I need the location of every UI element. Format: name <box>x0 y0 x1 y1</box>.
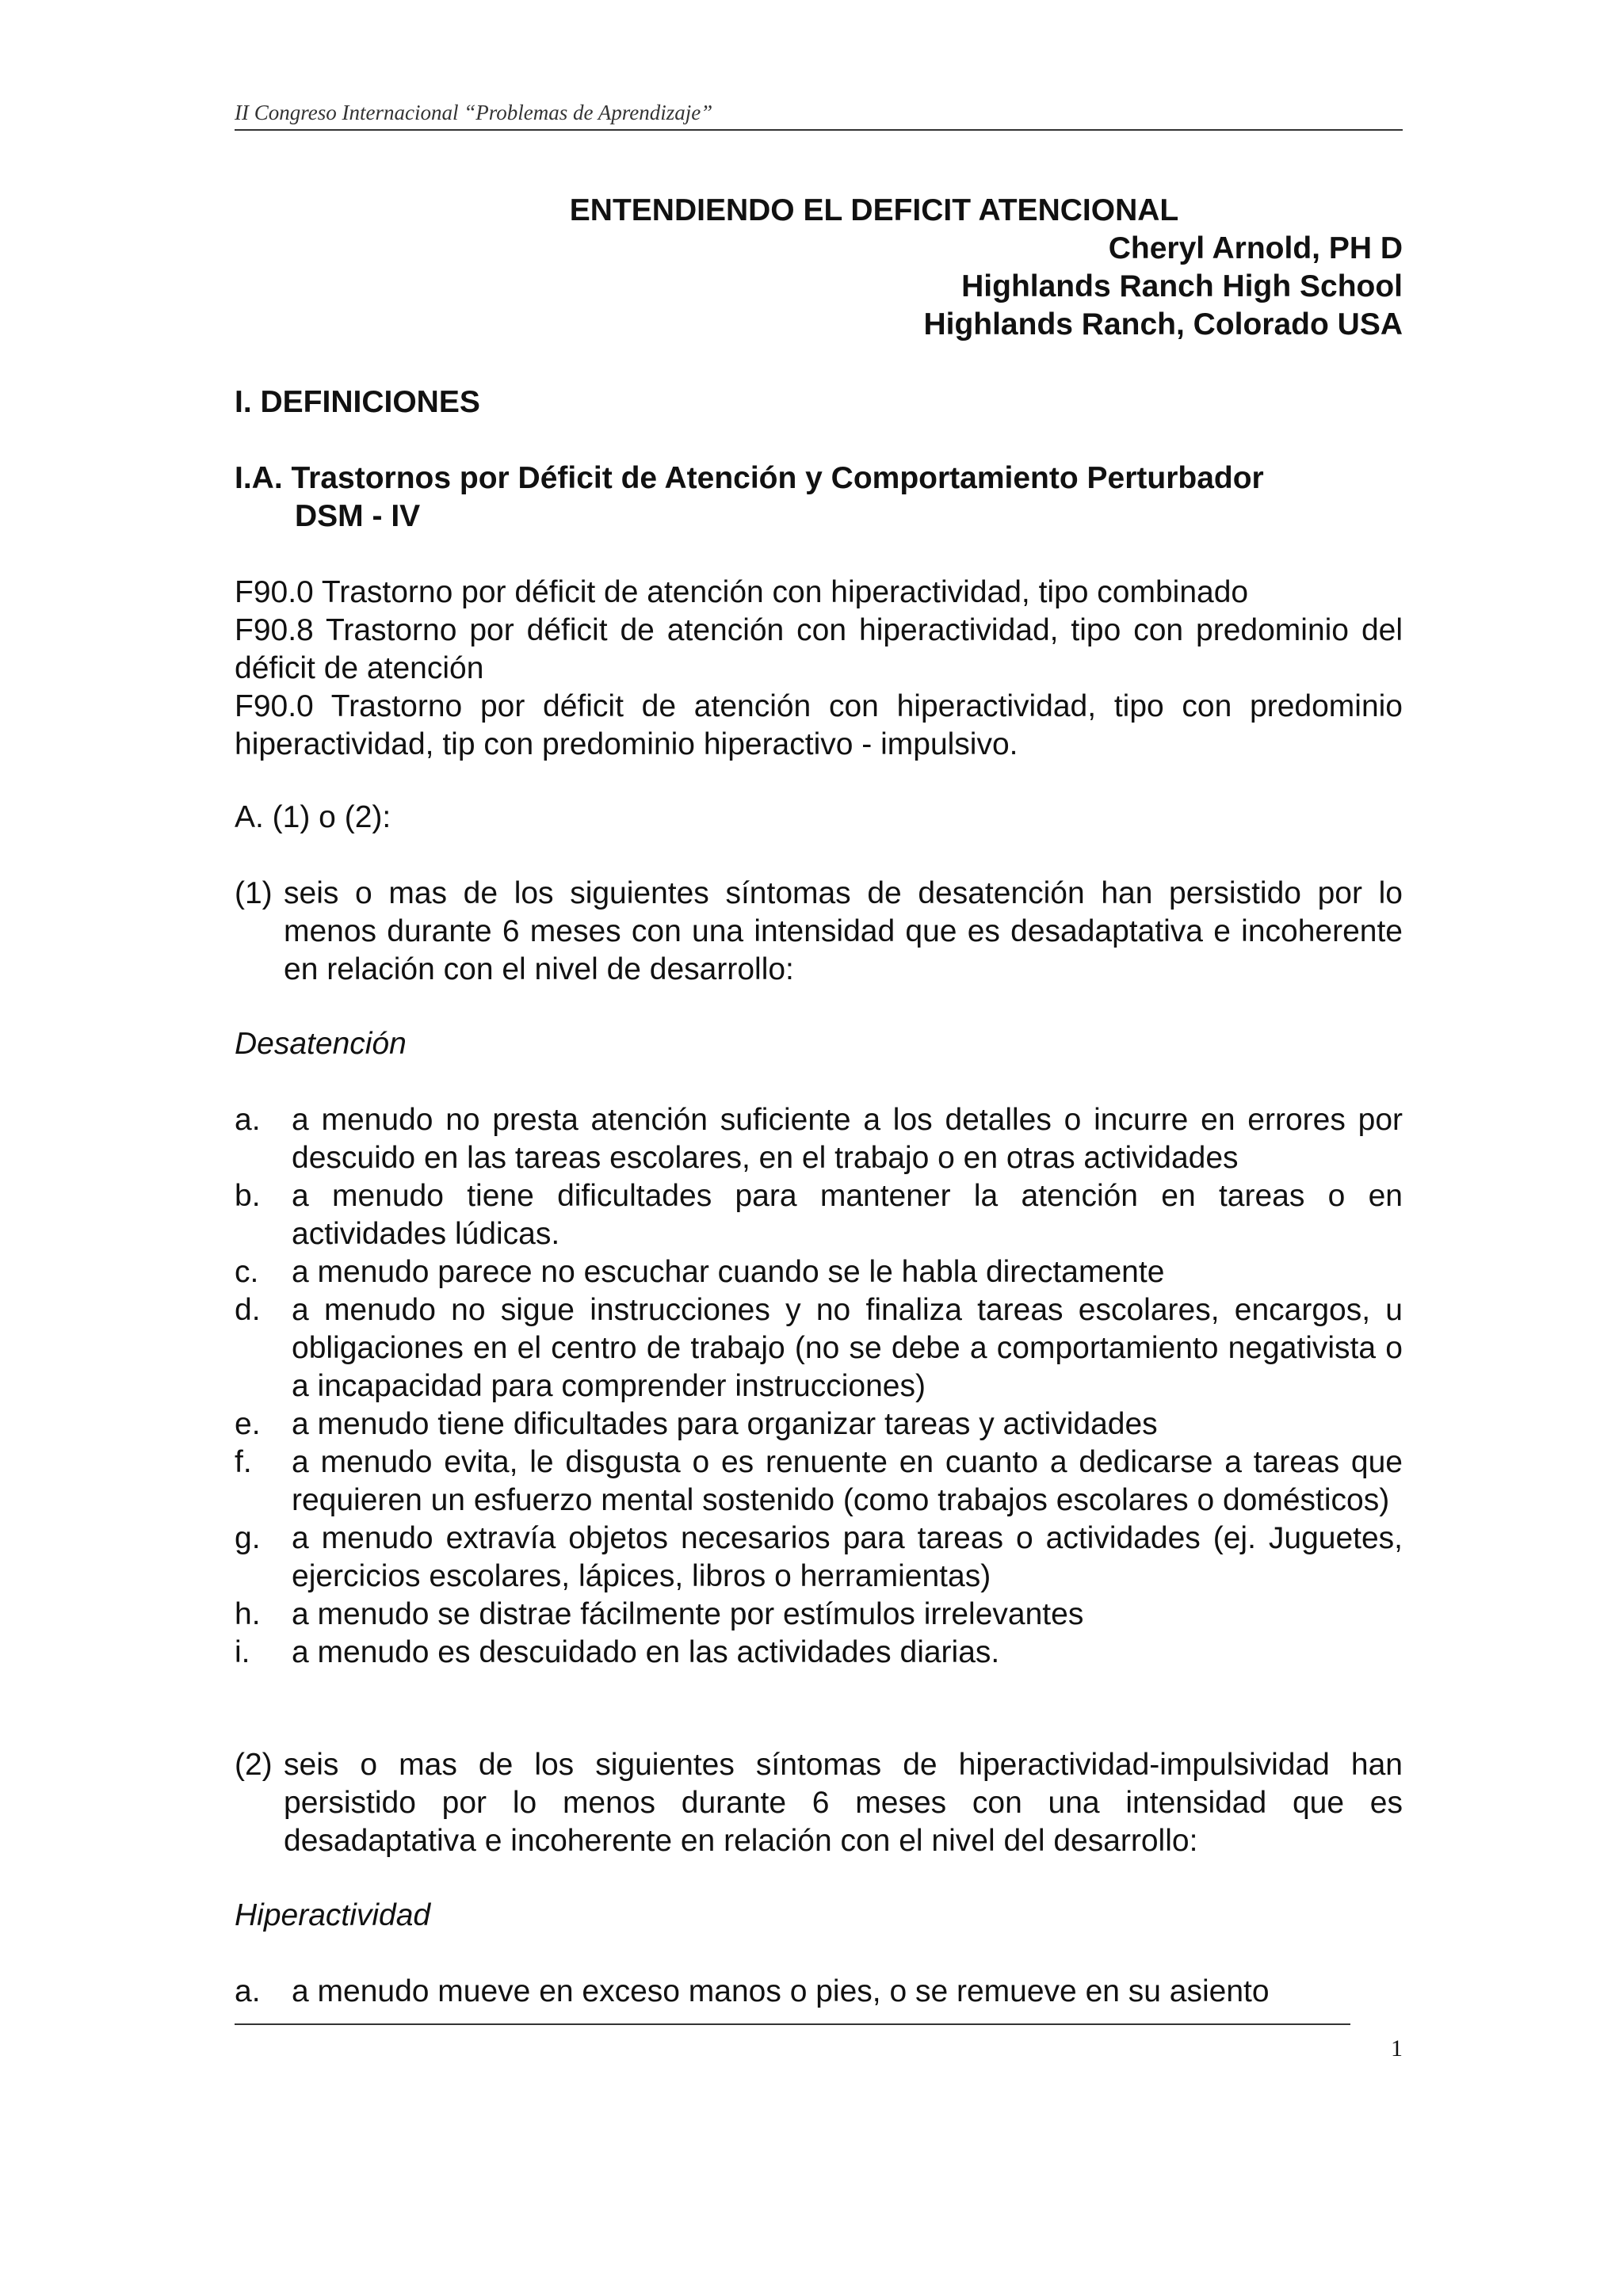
list-item-text: a menudo tiene dificultades para mantener la atención en tareas o en actividades lúdicas. <box>292 1179 1403 1251</box>
subsection-heading-line2: DSM - IV <box>295 499 421 533</box>
author-institution: Highlands Ranch High School <box>961 269 1403 303</box>
list-item <box>235 1177 1403 1253</box>
author-location: Highlands Ranch, Colorado USA <box>923 307 1403 341</box>
list-item <box>235 1253 1403 1291</box>
section-heading: I. DEFINICIONES <box>235 385 480 419</box>
list-item <box>235 1596 1403 1634</box>
list-item-letter: i. <box>235 1635 250 1669</box>
list-item-text: a menudo mueve en exceso manos o pies, o se remueve en su asiento <box>292 1974 1270 2008</box>
diagnostic-code: F90.8 Trastorno por déficit de atención con hiperactividad, tipo con predominio del déficit de atención <box>235 613 1403 685</box>
criterion-1-text: seis o mas de los siguientes síntomas de desatención han persistido por lo menos durante 6 meses con una intensidad que es desadaptativa e incoherente en relación con el nivel de desarrollo: <box>284 876 1403 986</box>
title-block <box>235 192 1403 344</box>
footer-rule <box>235 2023 1350 2025</box>
list-item-text: a menudo evita, le disgusta o es renuente en cuanto a dedicarse a tareas que requieren un esfuerzo mental sostenido (como trabajos escolares o domésticos) <box>292 1445 1403 1517</box>
list-item <box>235 1444 1403 1520</box>
list-item-letter: b. <box>235 1179 261 1213</box>
diagnostic-codes <box>235 574 1403 764</box>
list-item <box>235 1520 1403 1596</box>
diagnostic-code: F90.0 Trastorno por déficit de atención con hiperactividad, tipo combinado <box>235 575 1249 609</box>
list-item-letter: f. <box>235 1445 252 1479</box>
list-item <box>235 1973 1403 2011</box>
list-item-text: a menudo parece no escuchar cuando se le habla directamente <box>292 1255 1165 1289</box>
list-item <box>235 1405 1403 1444</box>
list-item-text: a menudo extravía objetos necesarios para tareas o actividades (ej. Juguetes, ejercicios escolares, lápices, libros o herramientas) <box>292 1521 1403 1593</box>
document-title: ENTENDIENDO EL DEFICIT ATENCIONAL <box>569 193 1179 227</box>
desatencion-list <box>235 1101 1403 1672</box>
author-name: Cheryl Arnold, PH D <box>1108 231 1403 265</box>
criterion-a: A. (1) o (2): <box>235 800 391 834</box>
list-item-text: a menudo es descuidado en las actividades diarias. <box>292 1635 1000 1669</box>
page-number: 1 <box>1391 2035 1403 2061</box>
list-item-letter: c. <box>235 1255 259 1289</box>
list-item-text: a menudo no sigue instrucciones y no finaliza tareas escolares, encargos, u obligaciones en el centro de trabajo (no se debe a comportamiento negativista o a incapacidad para comprender instrucciones) <box>292 1293 1403 1403</box>
running-header: II Congreso Internacional “Problemas de Aprendizaje” <box>235 101 713 124</box>
list-item <box>235 1634 1403 1672</box>
list-item-letter: a. <box>235 1103 261 1137</box>
criterion-2-text: seis o mas de los siguientes síntomas de hiperactividad-impulsividad han persistido por lo menos durante 6 meses con una intensidad que es desadaptativa e incoherente en relación con el nivel del desarrollo: <box>284 1748 1403 1858</box>
list-item-text: a menudo se distrae fácilmente por estímulos irrelevantes <box>292 1597 1084 1631</box>
criterion-1 <box>235 875 1403 989</box>
desatencion-heading: Desatención <box>235 1027 407 1061</box>
hiperactividad-list <box>235 1973 1403 2011</box>
list-item-letter: h. <box>235 1597 261 1631</box>
criterion-2-label: (2) <box>235 1748 273 1782</box>
list-item-letter: e. <box>235 1407 261 1441</box>
list-item <box>235 1101 1403 1177</box>
list-item <box>235 1291 1403 1405</box>
header-rule <box>235 129 1403 131</box>
list-item-letter: d. <box>235 1293 261 1327</box>
list-item-letter: a. <box>235 1974 261 2008</box>
subsection-heading-line1: I.A. Trastornos por Déficit de Atención y Comportamiento Perturbador <box>235 461 1264 495</box>
subsection-heading <box>235 460 1403 536</box>
diagnostic-code: F90.0 Trastorno por déficit de atención con hiperactividad, tipo con predominio hiperactividad, tip con predominio hiperactivo - impulsivo. <box>235 689 1403 761</box>
list-item-text: a menudo tiene dificultades para organizar tareas y actividades <box>292 1407 1158 1441</box>
hiperactividad-heading: Hiperactividad <box>235 1898 431 1932</box>
criterion-2 <box>235 1746 1403 1860</box>
criterion-1-label: (1) <box>235 876 273 910</box>
list-item-letter: g. <box>235 1521 261 1555</box>
list-item-text: a menudo no presta atención suficiente a los detalles o incurre en errores por descuido en las tareas escolares, en el trabajo o en otras actividades <box>292 1103 1403 1175</box>
